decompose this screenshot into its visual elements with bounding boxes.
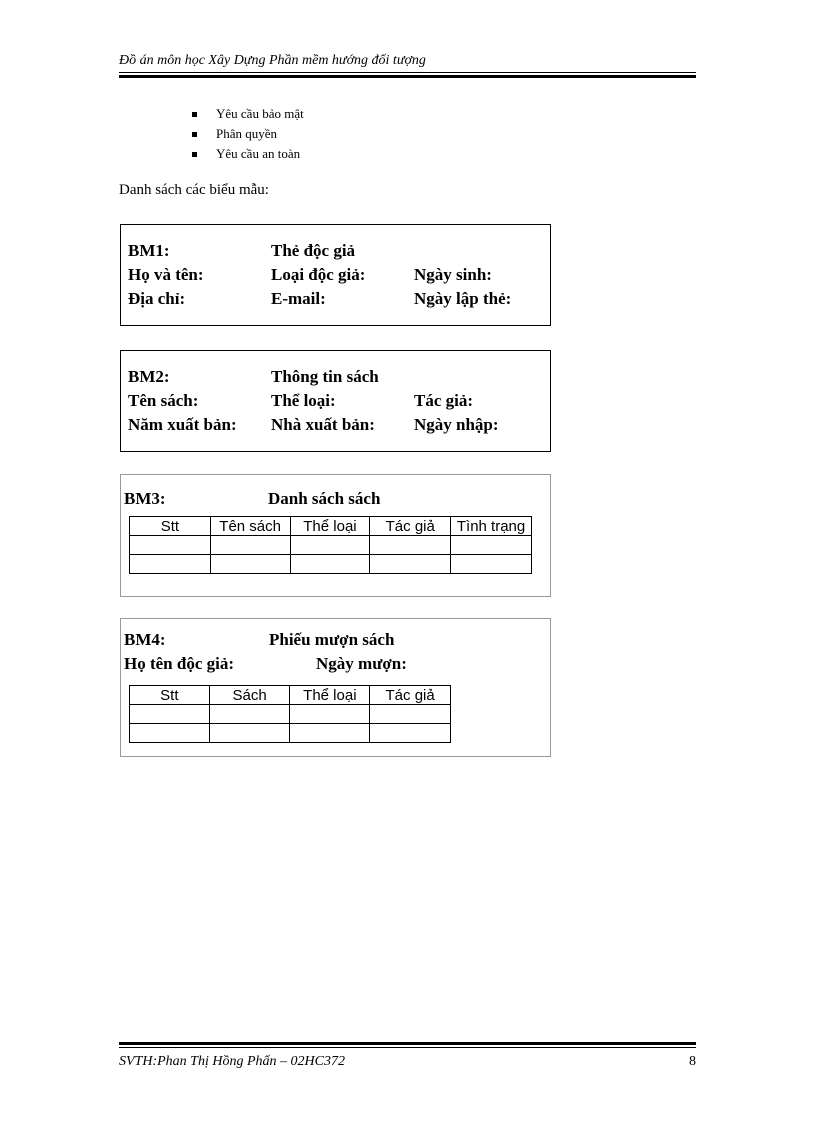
- form-title: Thông tin sách: [271, 367, 379, 386]
- form-code: BM2:: [128, 367, 170, 386]
- footer-rule-thin: [119, 1047, 696, 1048]
- page-header: Đồ án môn học Xây Dựng Phần mềm hướng đối tượng: [119, 53, 426, 68]
- section-title: Danh sách các biểu mẫu:: [119, 182, 269, 198]
- form-bm4: [120, 618, 551, 757]
- column-header: Stt: [130, 686, 210, 705]
- square-bullet-icon: [192, 112, 197, 117]
- list-item: Yêu cầu an toàn: [192, 144, 304, 164]
- form-code: BM4:: [124, 630, 166, 649]
- column-header: Thể loại: [290, 686, 370, 705]
- field-label: Ngày sinh:: [414, 265, 492, 284]
- table-row: [130, 705, 451, 724]
- table-row: [130, 536, 532, 555]
- footer-rule-thick: [119, 1042, 696, 1045]
- page-footer: [119, 1052, 696, 1072]
- form-code: BM3:: [124, 489, 166, 508]
- field-label: Ngày mượn:: [316, 654, 407, 673]
- list-item: Yêu cầu bảo mật: [192, 104, 304, 124]
- form-title: Thẻ độc giả: [271, 241, 356, 260]
- table-row: [130, 724, 451, 743]
- form-bm3: [120, 474, 551, 597]
- form-title: Phiếu mượn sách: [269, 630, 395, 649]
- column-header: Tình trạng: [451, 517, 532, 536]
- field-label: Tác giả:: [414, 391, 474, 410]
- table-header-row: [130, 517, 532, 536]
- column-header: Sách: [209, 686, 290, 705]
- form-bm2: [120, 350, 551, 452]
- book-list-table: [129, 516, 532, 574]
- footer-author: SVTH:Phan Thị Hồng Phấn – 02HC372: [119, 1054, 345, 1069]
- field-label: Ngày nhập:: [414, 415, 499, 434]
- form-bm1: [120, 224, 551, 326]
- table-header-row: [130, 686, 451, 705]
- borrow-table: [129, 685, 451, 743]
- column-header: Stt: [130, 517, 211, 536]
- list-item: Phân quyền: [192, 124, 304, 144]
- field-label: Địa chỉ:: [128, 289, 186, 308]
- column-header: Tên sách: [210, 517, 290, 536]
- square-bullet-icon: [192, 152, 197, 157]
- field-label: Nhà xuất bản:: [271, 415, 375, 434]
- form-code: BM1:: [128, 241, 170, 260]
- field-label: Họ tên độc giả:: [124, 654, 235, 673]
- field-label: Ngày lập thẻ:: [414, 289, 512, 308]
- field-label: Loại độc giả:: [271, 265, 366, 284]
- header-rule-thin: [119, 72, 696, 73]
- square-bullet-icon: [192, 132, 197, 137]
- field-label: E-mail:: [271, 289, 326, 308]
- requirements-list: [192, 104, 304, 164]
- column-header: Tác giả: [370, 517, 451, 536]
- table-row: [130, 555, 532, 574]
- field-label: Năm xuất bản:: [128, 415, 237, 434]
- page-number: 8: [689, 1054, 696, 1069]
- field-label: Thể loại:: [271, 391, 336, 410]
- field-label: Họ và tên:: [128, 265, 204, 284]
- column-header: Tác giả: [370, 686, 451, 705]
- column-header: Thể loại: [290, 517, 370, 536]
- header-rule-thick: [119, 75, 696, 78]
- form-title: Danh sách sách: [268, 489, 381, 508]
- field-label: Tên sách:: [128, 391, 199, 410]
